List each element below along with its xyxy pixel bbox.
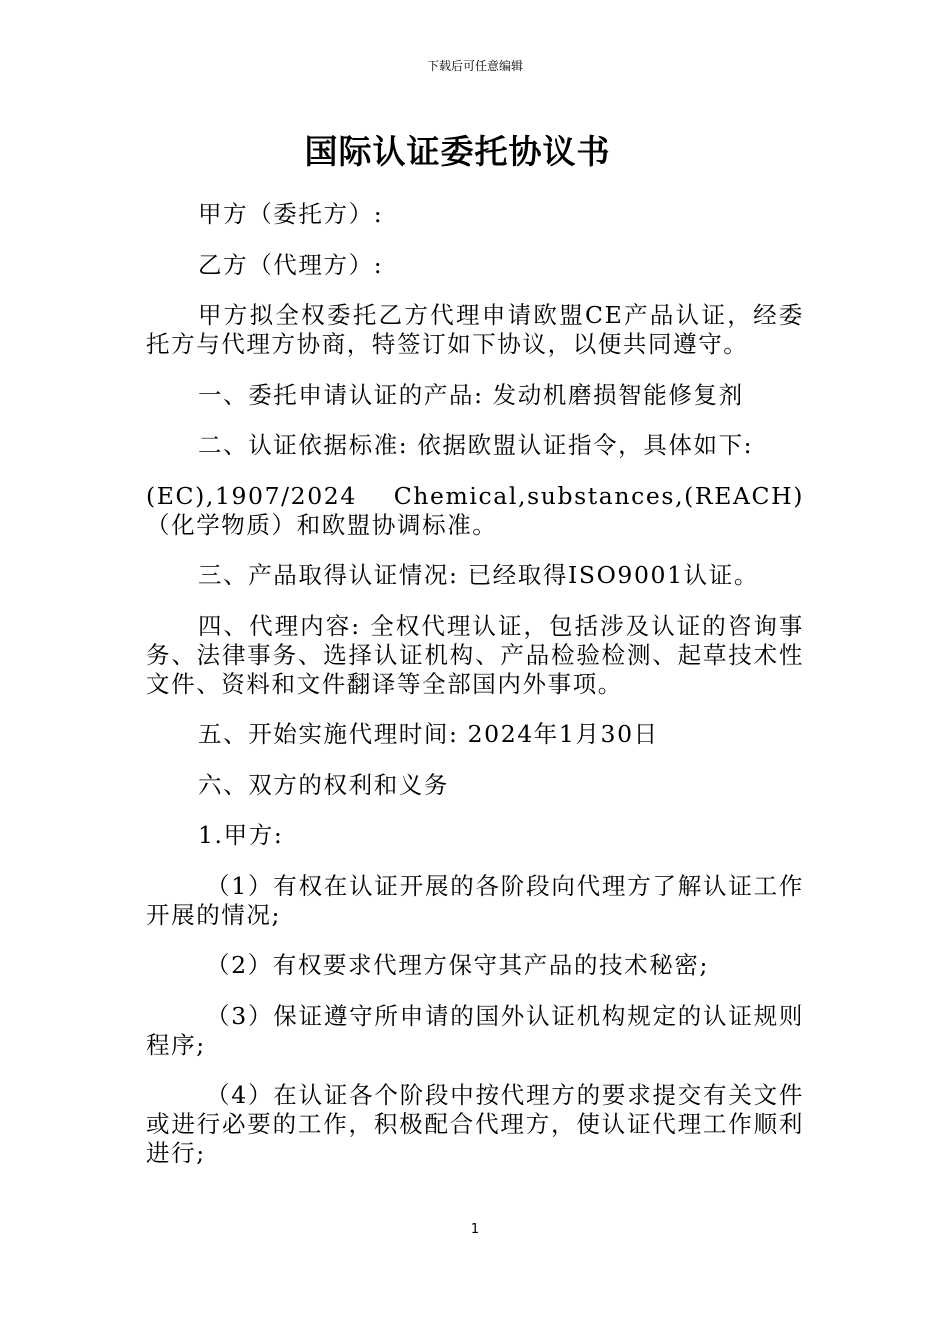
party-a-item-3: （3）保证遵守所申请的国外认证机构规定的认证规则程序;: [146, 1001, 804, 1059]
party-a-item-2: （2）有权要求代理方保守其产品的技术秘密;: [206, 951, 709, 979]
document-body: [146, 200, 804, 1190]
clause-2-standard: 二、认证依据标准: 依据欧盟认证指令，具体如下:: [198, 431, 754, 459]
clause-3-certification-status: 三、产品取得认证情况: 已经取得ISO9001认证。: [198, 561, 759, 589]
standard-detail: (EC),1907/2024 Chemical,substances,(REACH)（化学物质）和欧盟协调标准。: [146, 481, 804, 539]
clause-5-start-date: 五、开始实施代理时间: 2024年1月30日: [198, 720, 659, 748]
intro-paragraph: 甲方拟全权委托乙方代理申请欧盟CE产品认证，经委托方与代理方协商，特签订如下协议，以便共同遵守。: [146, 301, 804, 358]
party-b-line: 乙方（代理方）:: [198, 250, 384, 279]
party-a-heading: 1.甲方:: [198, 821, 284, 849]
party-a-item-4: （4）在认证各个阶段中按代理方的要求提交有关文件或进行必要的工作，积极配合代理方，使认证代理工作顺利进行;: [146, 1081, 804, 1167]
page-header-note: 下载后可任意编辑: [426, 59, 523, 73]
clause-4-agency-content: 四、代理内容: 全权代理认证，包括涉及认证的咨询事务、法律事务、选择认证机构、产品检验检测、起草技术性文件、资料和文件翻译等全部国内外事项。: [146, 611, 804, 698]
party-a-line: 甲方（委托方）:: [198, 200, 384, 228]
party-a-item-1: （1）有权在认证开展的各阶段向代理方了解认证工作开展的情况;: [146, 871, 804, 929]
page-number: 1: [470, 1222, 480, 1237]
clause-1-product: 一、委托申请认证的产品: 发动机磨损智能修复剂: [198, 380, 744, 409]
clause-6-rights-obligations: 六、双方的权利和义务: [198, 770, 449, 799]
document-title: 国际认证委托协议书: [304, 132, 611, 171]
